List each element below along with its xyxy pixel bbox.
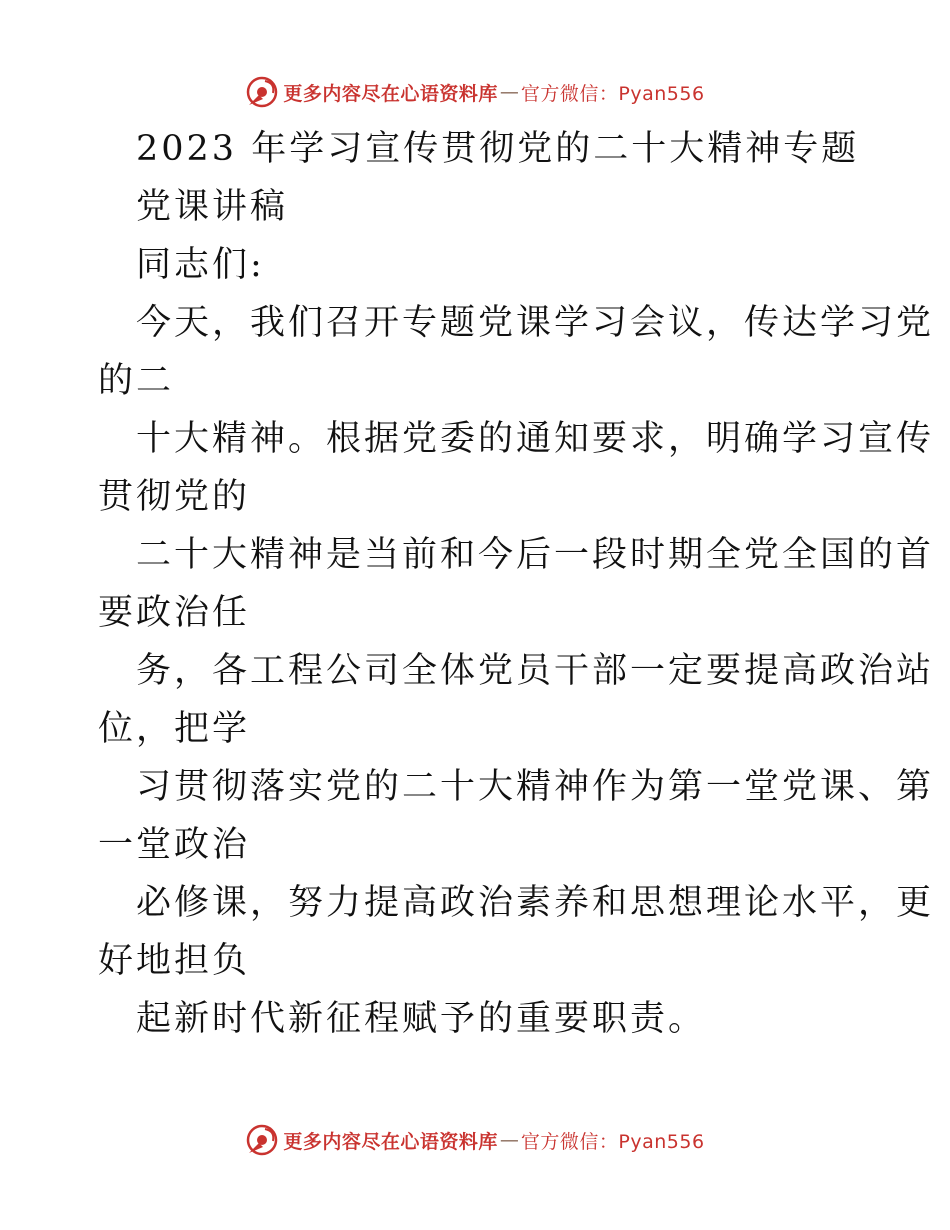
header-banner [0,72,950,112]
banner-separator: — [499,81,519,103]
doc-title-line-2: 党课讲稿 [136,187,289,227]
banner-contact: 官方微信：Pyan556 [520,82,705,105]
banner-title: 更多内容尽在心语资料库 [283,82,498,105]
salutation: 同志们: [136,245,265,285]
pen-logo-icon [245,75,279,109]
paragraph-line: 要政治任 [98,593,251,633]
paragraph-line: 十大精神。根据党委的通知要求，明确学习宣传 [136,419,935,459]
paragraph-line: 习贯彻落实党的二十大精神作为第一堂党课、第 [136,767,935,807]
paragraph-line: 必修课，努力提高政治素养和思想理论水平，更 [136,883,935,923]
pen-logo-icon [245,1123,279,1157]
banner-contact: 官方微信：Pyan556 [520,1130,705,1153]
doc-title-line-1: 2023 年学习宣传贯彻党的二十大精神专题 [136,129,860,169]
paragraph-line: 位，把学 [98,709,251,749]
paragraph-line: 好地担负 [98,941,251,981]
banner-title: 更多内容尽在心语资料库 [283,1130,498,1153]
paragraph-line: 贯彻党的 [98,477,251,517]
paragraph-line: 今天，我们召开专题党课学习会议，传达学习党 [136,303,935,343]
paragraph-line: 的二 [98,361,175,401]
paragraph-line: 二十大精神是当前和今后一段时期全党全国的首 [136,535,935,575]
paragraph-line: 起新时代新征程赋予的重要职责。 [136,999,707,1039]
footer-banner [0,1120,950,1160]
banner-separator: — [499,1129,519,1151]
document-body [98,120,935,1048]
paragraph-line: 务，各工程公司全体党员干部一定要提高政治站 [136,651,935,691]
paragraph-line: 一堂政治 [98,825,251,865]
